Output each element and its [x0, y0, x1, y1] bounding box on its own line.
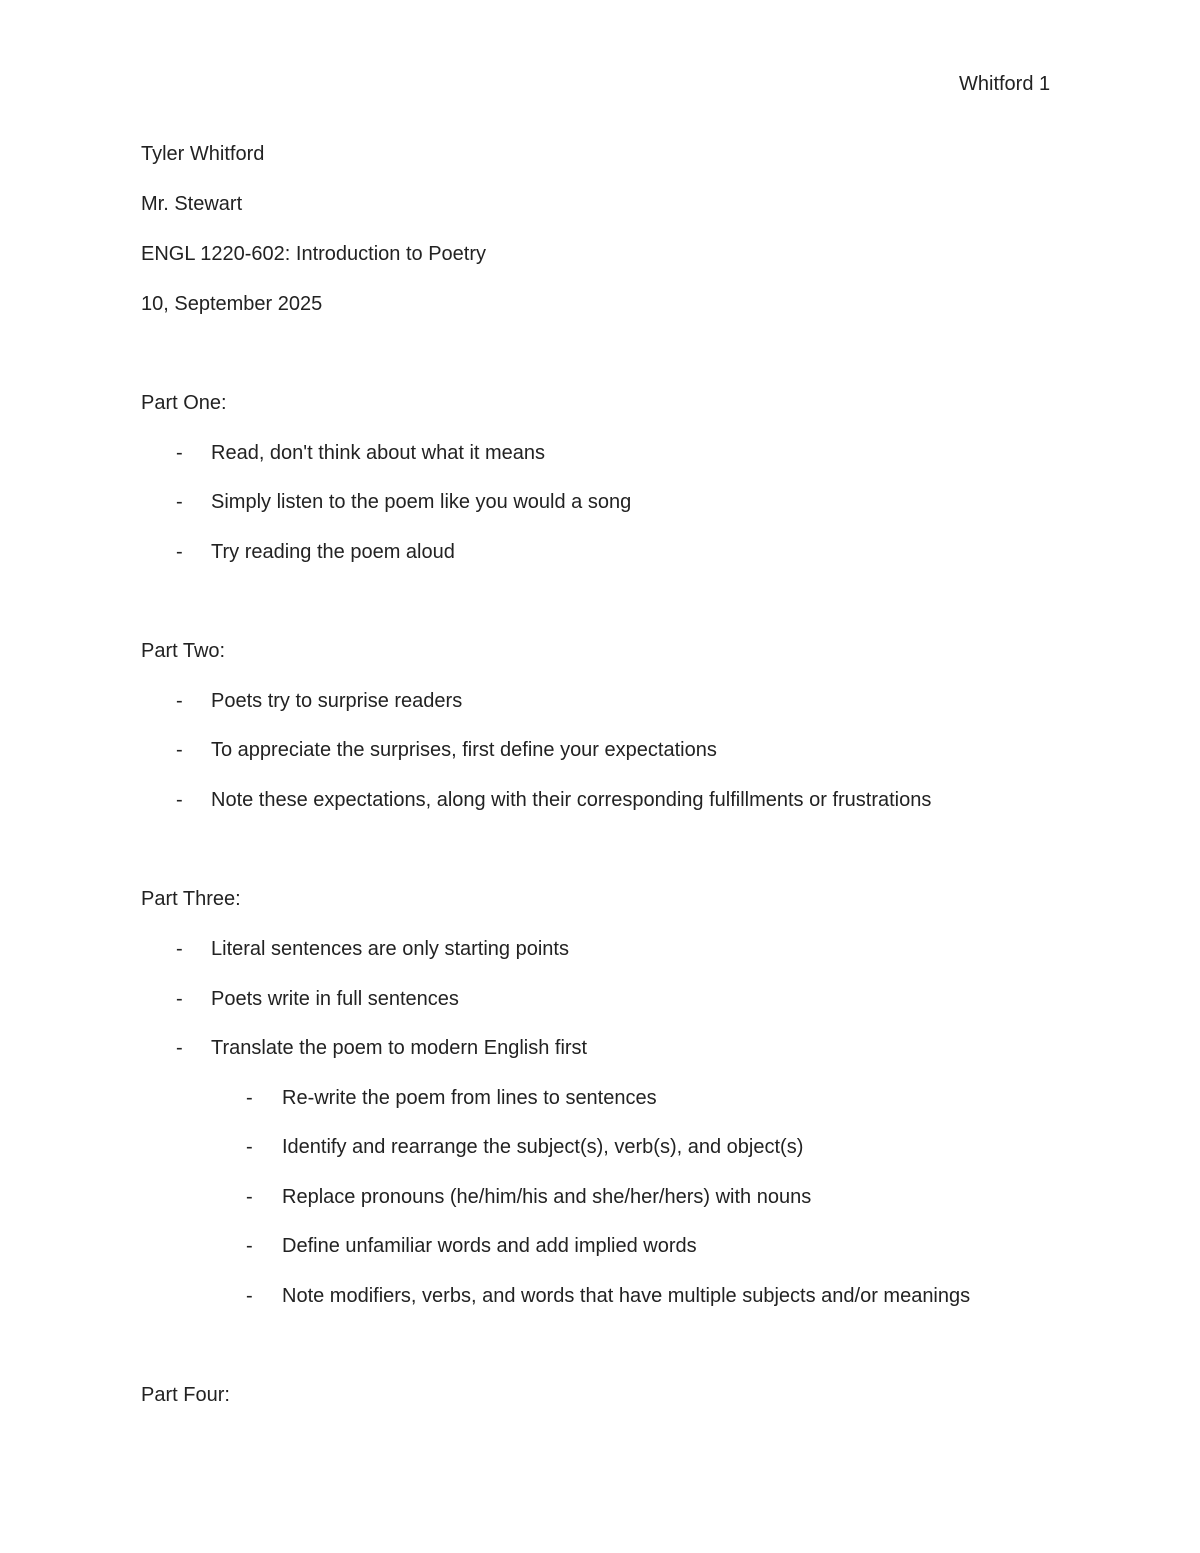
part-one-title: Part One: — [141, 392, 227, 414]
course-name: ENGL 1220-602: Introduction to Poetry — [141, 243, 487, 265]
sub-bullet-dash: - — [246, 1235, 253, 1257]
sub-list-item: Define unfamiliar words and add implied words — [282, 1235, 697, 1257]
instructor-name: Mr. Stewart — [141, 193, 243, 215]
sub-list-item: Replace pronouns (he/him/his and she/her/hers) with nouns — [282, 1186, 812, 1208]
part-two-title: Part Two: — [141, 640, 226, 662]
sub-bullet-dash: - — [246, 1285, 253, 1307]
bullet-dash: - — [176, 442, 183, 464]
list-item: Poets try to surprise readers — [211, 690, 463, 712]
bullet-dash: - — [176, 938, 183, 960]
bullet-dash: - — [176, 988, 183, 1010]
bullet-dash: - — [176, 789, 183, 811]
sub-bullet-dash: - — [246, 1186, 253, 1208]
list-item: Poets write in full sentences — [211, 988, 459, 1010]
sub-list-item: Re-write the poem from lines to sentences — [282, 1087, 657, 1109]
running-head: Whitford 1 — [959, 73, 1051, 95]
sub-list-item: Note modifiers, verbs, and words that have multiple subjects and/or meanings — [282, 1285, 971, 1307]
student-name: Tyler Whitford — [141, 143, 265, 165]
list-item: Translate the poem to modern English first — [211, 1037, 588, 1059]
bullet-dash: - — [176, 541, 183, 563]
list-item: Simply listen to the poem like you would a song — [211, 491, 632, 513]
part-three-title: Part Three: — [141, 888, 241, 910]
list-item: To appreciate the surprises, first define your expectations — [211, 739, 717, 761]
bullet-dash: - — [176, 739, 183, 761]
sub-bullet-dash: - — [246, 1136, 253, 1158]
part-four-title: Part Four: — [141, 1384, 230, 1406]
bullet-dash: - — [176, 1037, 183, 1059]
list-item: Try reading the poem aloud — [211, 541, 455, 563]
bullet-dash: - — [176, 491, 183, 513]
bullet-dash: - — [176, 690, 183, 712]
list-item: Literal sentences are only starting points — [211, 938, 569, 960]
sub-list-item: Identify and rearrange the subject(s), verb(s), and object(s) — [282, 1136, 804, 1158]
list-item: Read, don't think about what it means — [211, 442, 546, 464]
list-item: Note these expectations, along with their corresponding fulfillments or frustrations — [211, 789, 932, 811]
date: 10, September 2025 — [141, 293, 323, 315]
sub-bullet-dash: - — [246, 1087, 253, 1109]
